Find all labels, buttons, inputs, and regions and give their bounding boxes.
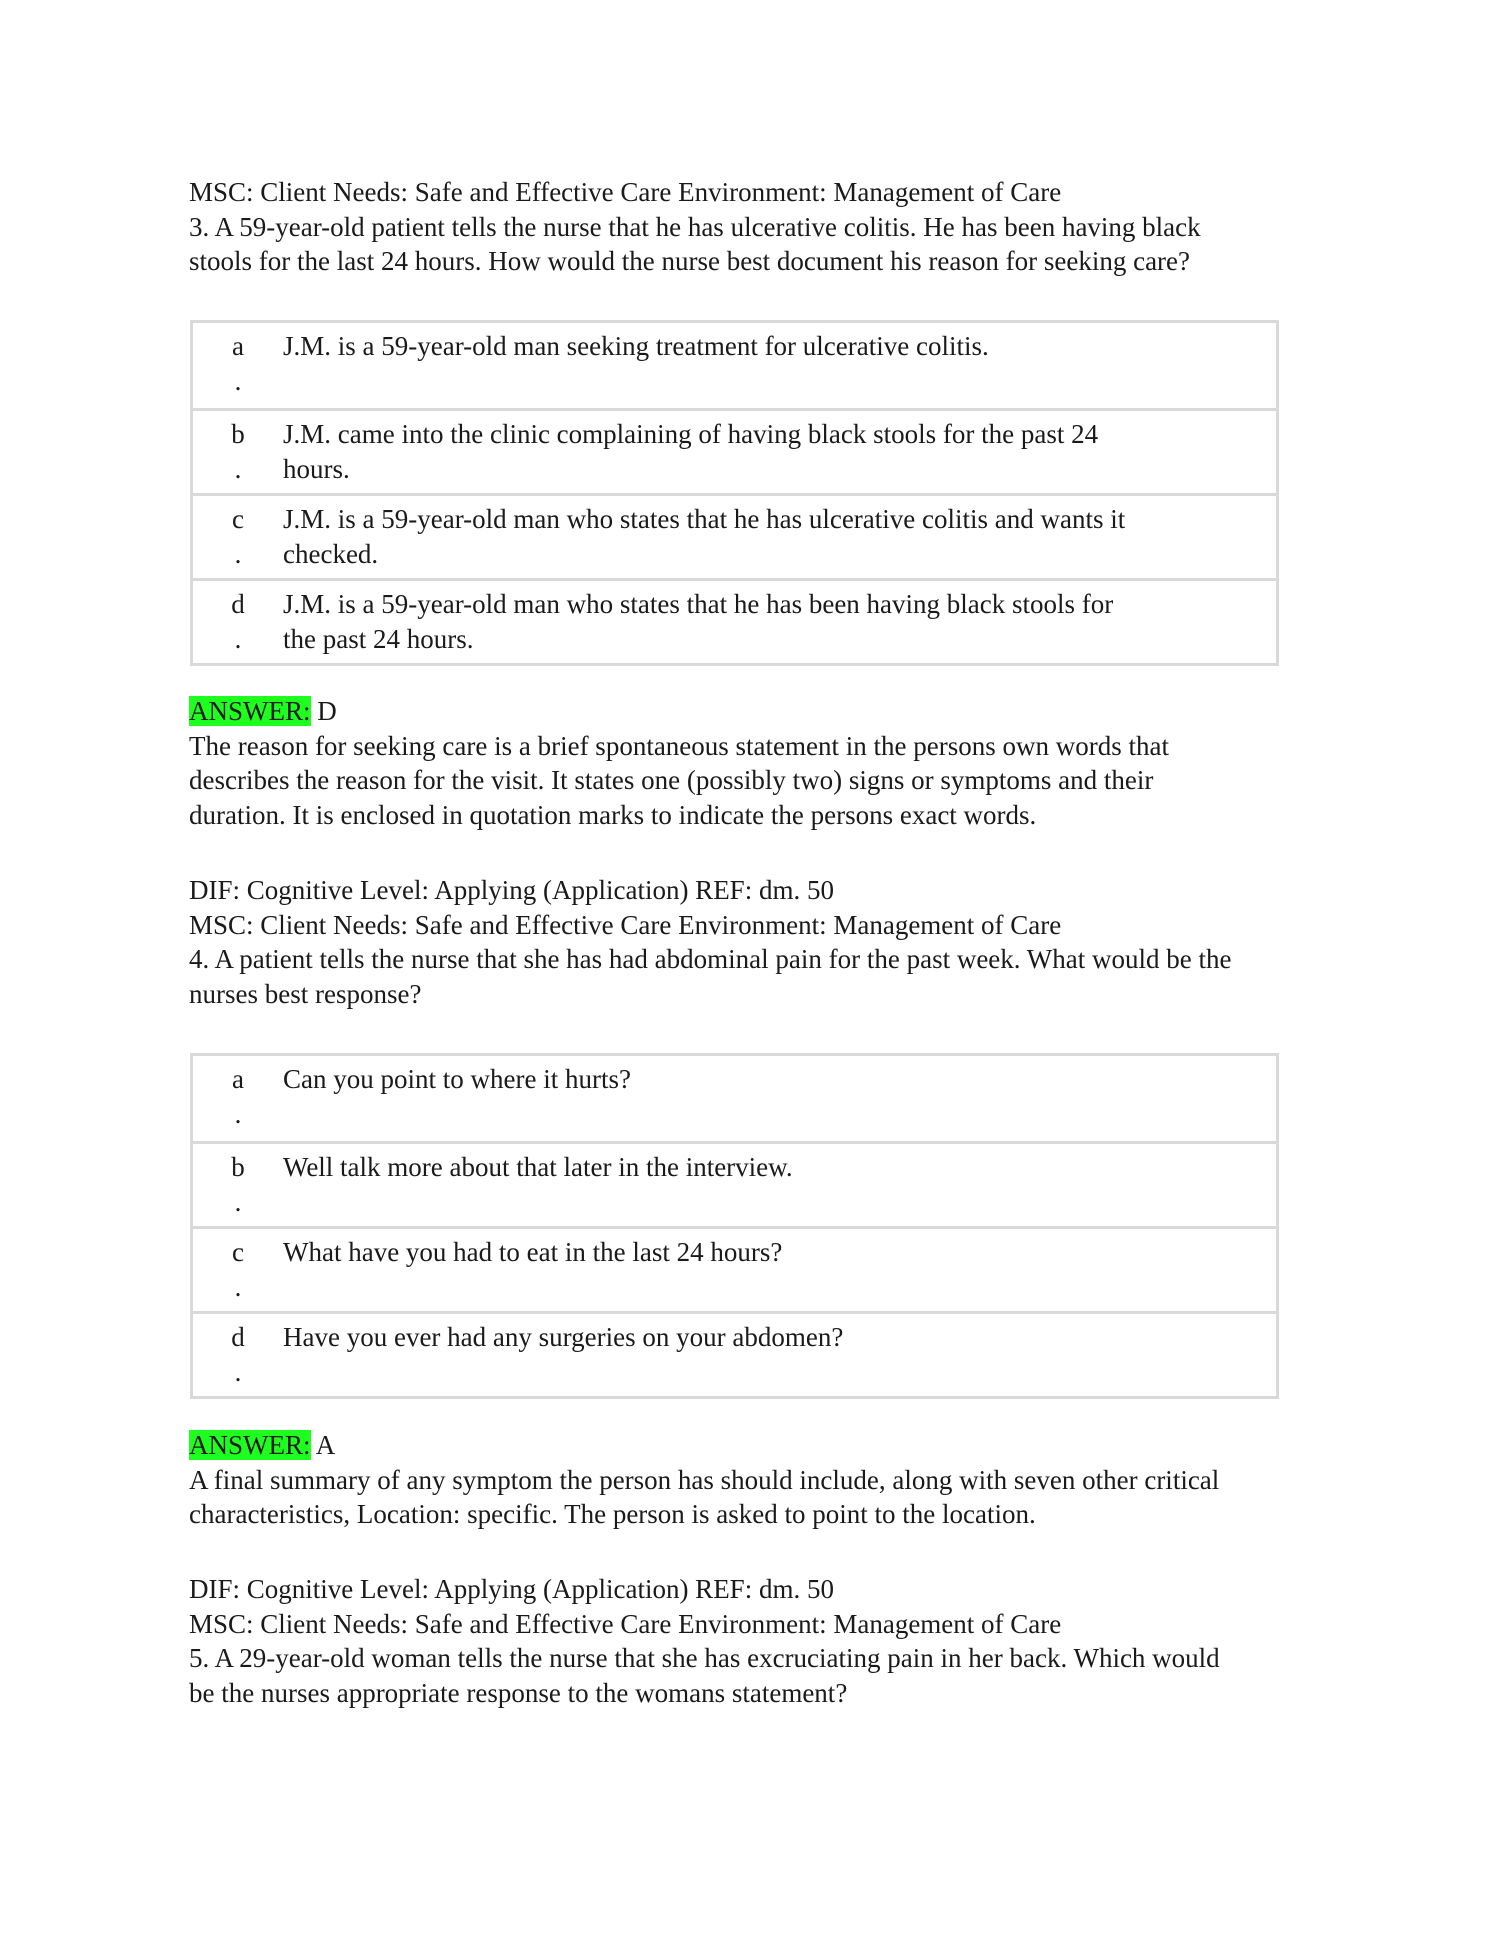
option-dot: . — [234, 453, 242, 484]
rationale-line: describes the reason for the visit. It states one (possibly two) signs or symptoms and their — [189, 765, 1154, 795]
q4-meta-block — [189, 1572, 1339, 1710]
intro-text — [189, 175, 1339, 279]
text-line: MSC: Client Needs: Safe and Effective Care Environment: Management of Care — [189, 1608, 1062, 1639]
q4-options-table — [190, 1053, 1279, 1399]
option-letter: d — [231, 589, 245, 619]
option-letter: a — [232, 1064, 244, 1094]
text-line: DIF: Cognitive Level: Applying (Application) REF: dm. 50 — [189, 1574, 834, 1604]
text-line: stools for the last 24 hours. How would the nurse best document his reason for seeking care? — [189, 246, 1191, 276]
option-letter: b — [231, 419, 245, 449]
text-line: 5. A 29-year-old woman tells the nurse that she has excruciating pain in her back. Which would — [189, 1643, 1220, 1673]
q3-option-a — [193, 323, 1276, 408]
q4-option-a — [193, 1056, 1276, 1141]
text-line: be the nurses appropriate response to the womans statement? — [189, 1677, 848, 1708]
option-letter: c — [232, 504, 244, 534]
q3-option-b — [193, 408, 1276, 493]
rationale-line: duration. It is enclosed in quotation marks to indicate the persons exact words. — [189, 799, 1037, 830]
option-dot: . — [234, 1186, 242, 1217]
option-dot: . — [234, 1356, 242, 1387]
text-line: DIF: Cognitive Level: Applying (Application) REF: dm. 50 — [189, 875, 834, 905]
q3-option-c — [193, 493, 1276, 578]
q3-answer-block — [189, 694, 1339, 832]
rationale-line: The reason for seeking care is a brief spontaneous statement in the persons own words that — [189, 730, 1169, 761]
option-dot: . — [234, 623, 242, 654]
option-text: J.M. came into the clinic complaining of having black stools for the past 24 — [283, 419, 1099, 449]
option-text: Can you point to where it hurts? — [283, 1064, 631, 1094]
answer-line — [189, 694, 1339, 729]
q4-option-b — [193, 1141, 1276, 1226]
answer-value: A — [310, 1430, 336, 1460]
text-line: nurses best response? — [189, 978, 422, 1009]
text-line: MSC: Client Needs: Safe and Effective Care Environment: Management of Care — [189, 177, 1062, 207]
rationale-line: A final summary of any symptom the person has should include, along with seven other critical — [189, 1464, 1220, 1495]
option-text: hours. — [283, 453, 350, 484]
option-text: What have you had to eat in the last 24 hours? — [283, 1237, 783, 1267]
q4-answer-block — [189, 1428, 1339, 1532]
answer-label: ANSWER: — [189, 696, 311, 726]
option-text: J.M. is a 59-year-old man who states that he has been having black stools for — [283, 589, 1114, 619]
option-dot: . — [234, 1098, 242, 1129]
option-letter: c — [232, 1237, 244, 1267]
option-text: J.M. is a 59-year-old man who states that he has ulcerative colitis and wants it — [283, 504, 1126, 534]
answer-value: D — [310, 696, 337, 726]
option-text: checked. — [283, 538, 379, 569]
q3-meta-block — [189, 873, 1339, 1011]
q4-option-c — [193, 1226, 1276, 1311]
q4-option-d — [193, 1311, 1276, 1396]
option-dot: . — [234, 365, 242, 396]
text-line: 4. A patient tells the nurse that she has had abdominal pain for the past week. What would be the — [189, 944, 1232, 974]
text-line: 3. A 59-year-old patient tells the nurse that he has ulcerative colitis. He has been having black — [189, 211, 1201, 242]
option-letter: b — [231, 1152, 245, 1182]
option-letter: a — [232, 331, 244, 361]
option-letter: d — [231, 1322, 245, 1352]
q3-options-table — [190, 320, 1279, 666]
option-text: Have you ever had any surgeries on your abdomen? — [283, 1322, 844, 1352]
option-dot: . — [234, 1271, 242, 1302]
answer-label: ANSWER: — [189, 1430, 311, 1460]
option-dot: . — [234, 538, 242, 569]
option-text: J.M. is a 59-year-old man seeking treatment for ulcerative colitis. — [283, 331, 989, 361]
rationale-line: characteristics, Location: specific. The person is asked to point to the location. — [189, 1499, 1036, 1529]
q3-option-d — [193, 578, 1276, 663]
option-text: the past 24 hours. — [283, 623, 474, 654]
answer-line — [189, 1428, 1339, 1463]
text-line: MSC: Client Needs: Safe and Effective Care Environment: Management of Care — [189, 909, 1062, 940]
option-text: Well talk more about that later in the interview. — [283, 1152, 793, 1182]
